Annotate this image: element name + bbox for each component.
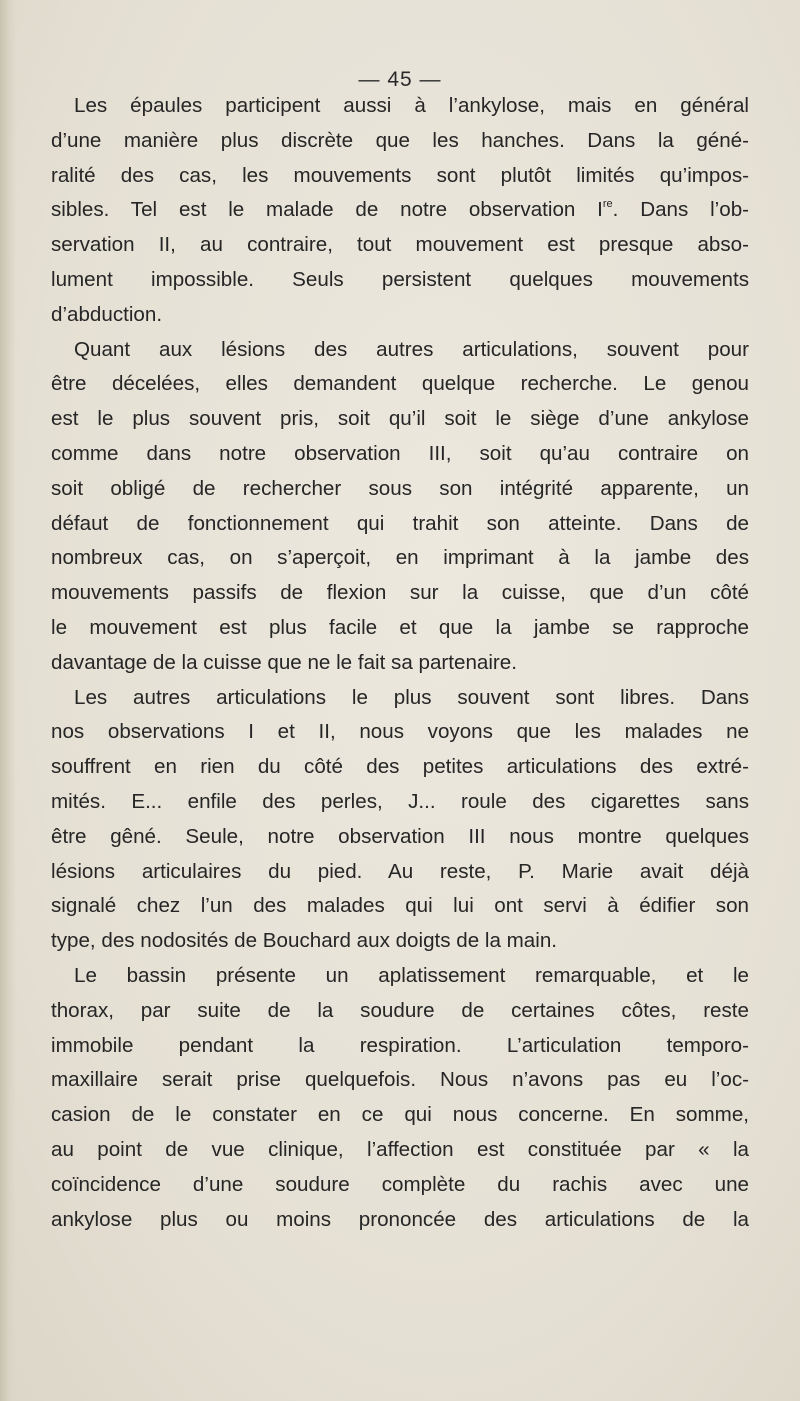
text-line: coïncidence d’une soudure complète du rachis avec une xyxy=(51,1172,749,1196)
text-line: être décelées, elles demandent quelque recherche. Le genou xyxy=(51,372,749,396)
text-line: être gêné. Seule, notre observation III nous montre quelques xyxy=(51,824,749,848)
text-line: lésions articulaires du pied. Au reste, P. Marie avait déjà xyxy=(51,859,749,883)
text-line: Quant aux lésions des autres articulations, souvent pour xyxy=(74,337,749,361)
text-line: signalé chez l’un des malades qui lui ont servi à édifier son xyxy=(51,894,749,918)
text-line: casion de le constater en ce qui nous concerne. En somme, xyxy=(51,1103,749,1127)
text-line xyxy=(51,193,749,228)
text-line: d’une manière plus discrète que les hanches. Dans la géné- xyxy=(51,128,749,152)
text-line: immobile pendant la respiration. L’articulation temporo- xyxy=(51,1033,749,1057)
text-line: ankylose plus ou moins prononcée des articulations de la xyxy=(51,1207,749,1231)
text-line: maxillaire serait prise quelquefois. Nous n’avons pas eu l’oc- xyxy=(51,1068,749,1092)
page-number: — 45 — xyxy=(358,68,442,91)
text-line: au point de vue clinique, l’affection est constituée par « la xyxy=(51,1137,749,1161)
text-line-part: . Dans l’ob- xyxy=(612,198,750,222)
text-line: défaut de fonctionnement qui trahit son atteinte. Dans de xyxy=(51,511,749,535)
text-line: davantage de la cuisse que ne le fait sa partenaire. xyxy=(51,650,517,674)
text-line: mités. E... enfile des perles, J... roule des cigarettes sans xyxy=(51,789,749,813)
text-line: souffrent en rien du côté des petites articulations des extré- xyxy=(51,755,749,779)
text-line: lument impossible. Seuls persistent quelques mouvements xyxy=(51,267,749,291)
text-line: soit obligé de rechercher sous son intégrité apparente, un xyxy=(51,476,749,500)
text-line: le mouvement est plus facile et que la jambe se rapproche xyxy=(51,615,749,639)
body-text xyxy=(51,89,749,1237)
ordinal-superscript: re xyxy=(602,198,613,211)
text-line: est le plus souvent pris, soit qu’il soit le siège d’une ankylose xyxy=(51,407,749,431)
text-line: ralité des cas, les mouvements sont plutôt limités qu’impos- xyxy=(51,163,749,187)
page-edge-shadow xyxy=(0,0,16,1401)
text-line: Les épaules participent aussi à l’ankylose, mais en général xyxy=(74,94,749,117)
text-line-part: sibles. Tel est le malade de notre observation I xyxy=(51,198,603,222)
text-line: comme dans notre observation III, soit qu’au contraire on xyxy=(51,441,749,465)
text-line: type, des nodosités de Bouchard aux doigts de la main. xyxy=(51,929,558,953)
text-line: mouvements passifs de flexion sur la cuisse, que d’un côté xyxy=(51,581,749,605)
text-line: d’abduction. xyxy=(51,302,163,326)
text-line: servation II, au contraire, tout mouvement est presque abso- xyxy=(51,233,749,257)
text-line: nombreux cas, on s’aperçoit, en imprimant à la jambe des xyxy=(51,546,749,570)
text-line: nos observations I et II, nous voyons que les malades ne xyxy=(51,720,749,744)
text-line: Les autres articulations le plus souvent sont libres. Dans xyxy=(74,685,749,709)
text-line: thorax, par suite de la soudure de certaines côtes, reste xyxy=(51,998,749,1022)
text-line: Le bassin présente un aplatissement remarquable, et le xyxy=(74,963,749,987)
